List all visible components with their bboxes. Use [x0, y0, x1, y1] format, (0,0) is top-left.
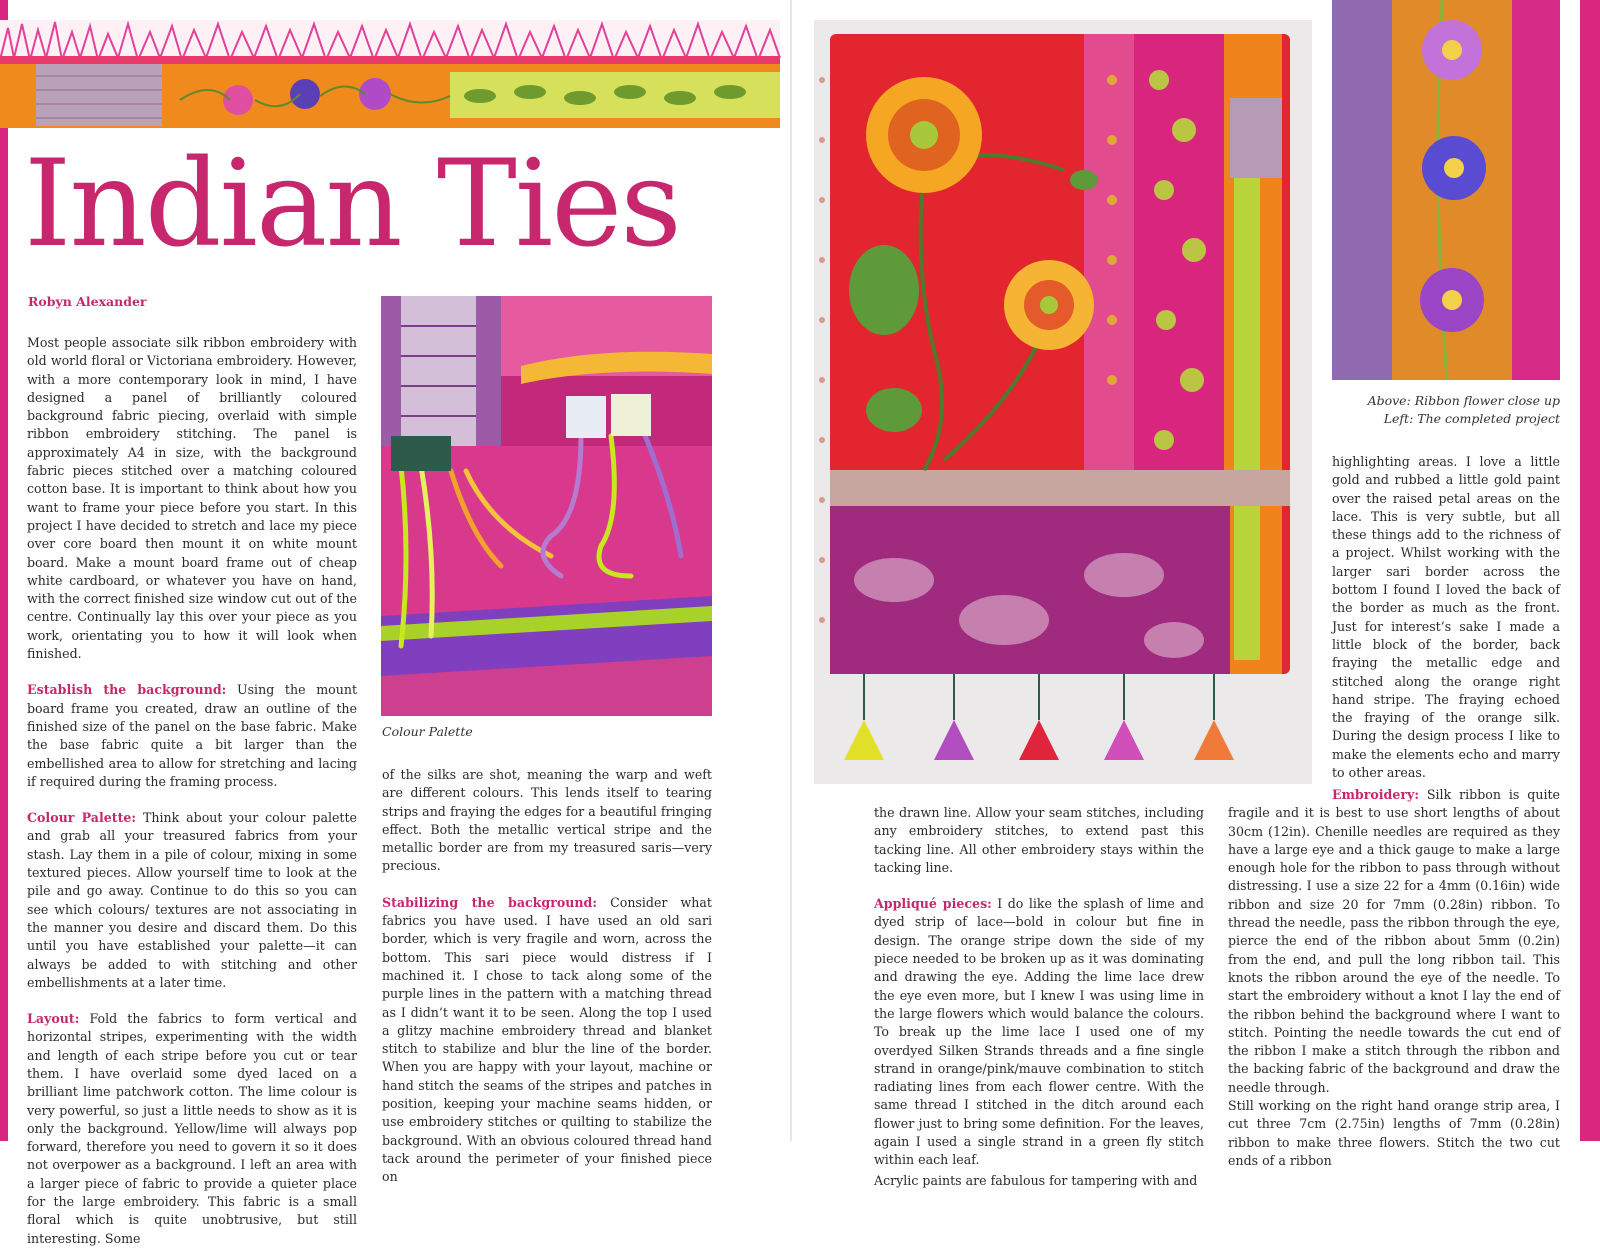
text-column-3 [874, 804, 1204, 1190]
page-spine [790, 0, 792, 1141]
establish-heading: Establish the background: [27, 682, 227, 698]
text-column-4-bottom [1228, 786, 1560, 1170]
drawn-paragraph: the drawn line. Allow your seam stitches, including any embroidery stitches, to extend past this tacking line. All other embroidery stays within the tacking line. [874, 805, 1204, 875]
colour-palette-caption: Colour Palette [382, 724, 473, 739]
caption-left: Left: The completed project [1383, 411, 1560, 426]
stabilize-text: Consider what fabrics you have used. I have used an old sari border, which is very fragile and worn, across the bottom. This sari piece would distress if I machined it. I chose to tack along some of the purple lines in the pattern with a matching thread as I didn’t want it to be seen. Along the top I used a glitzy machine embroidery thread and blanket stitch to stabilize and blur the line of the border. When you are happy with your layout, machine or hand stitch the seams of the stripes and patches in position, keeping your machine seams hidden, or use embroidery stitches or quilting to stabilize the background. With an obvious coloured thread hand tack around the perimeter of your finished piece on [382, 894, 712, 1185]
stabilize-heading: Stabilizing the background: [382, 894, 598, 910]
palette-paragraph [27, 809, 357, 992]
applique-heading: Appliqué pieces: [874, 896, 992, 912]
silks-paragraph: of the silks are shot, meaning the warp and weft are different colours. This lends itself to tearing strips and fraying the edges for a beautiful fringing effect. Both the metallic vertical stripe and the metallic border are from my treasured saris—very precious. [382, 767, 712, 874]
acrylic-paragraph: Acrylic paints are fabulous for tampering with and [874, 1172, 1198, 1188]
applique-text: I do like the splash of lime and dyed strip of lace—bold in colour but fine in design. The orange stripe down the side of my piece needed to be broken up as it was dominating and drawing the eye. Adding the lime lace drew the eye even more, but I knew I was using lime in the large flowers which would balance the colours. To break up the lime lace I used one of my overdyed Silken Strands threads and a fine single strand in orange/pink/mauve combination to stitch radiating lines from each flower centre. With the same thread I stitched in the ditch around each flower just to bring some definition. For the leaves, again I used a single strand in a green fly stitch within each leaf. [874, 896, 1204, 1168]
ribbon-closeup-caption [1332, 392, 1560, 428]
text-column-1 [27, 334, 357, 1248]
intro-paragraph: Most people associate silk ribbon embroidery with old world floral or Victoriana embroidery. However, with a more contemporary look in mind, I have designed a panel of brilliantly coloured background fabric piecing, overlaid with simple ribbon embroidery stitching. The panel is approximately A4 in size, with the background fabric pieces stitched over a matching coloured cotton base. It is important to think about how you want to frame your piece before you start. In this project I have decided to stretch and lace my piece over core board then mount it on white mount board. Make a mount board frame out of cheap white cardboard, or whatever you have on hand, with the correct finished size window cut out of the centre. Continually lay this over your piece as you work, orientating you to how it will look when finished. [27, 335, 357, 662]
embroidery-text: Silk ribbon is quite fragile and it is best to use short lengths of about 30cm (12in). Chenille needles are required as they have a large eye and a thick gauge to make a large enough hole for the ribbon to pass through without distressing. I use a size 22 for a 4mm (0.16in) wide ribbon and size 20 for 7mm (0.28in) ribbon. To thread the needle, pass the ribbon through the eye, pierce the end of the ribbon about 5mm (0.2in) from the end, and pull the long ribbon tail. This knots the ribbon around the eye of the needle. To start the embroidery without a knot I lay the end of the ribbon behind the background where I want to stitch. Pointing the needle towards the cut end of the ribbon I make a stitch through the ribbon and the backing fabric of the background and draw the needle through. [1228, 787, 1560, 1095]
article-author: Robyn Alexander [28, 294, 147, 309]
layout-text: Fold the fabrics to form vertical and horizontal stripes, experimenting with the width and length of each stripe before you cut or tear them. I have overlaid some dyed laced on a brilliant lime patchwork cotton. The lime colour is very powerful, so just a little needs to show as it is only the background. Yellow/lime will always pop forward, therefore you need to govern it so it does not overpower as a background. I left an area with a larger piece of fabric to provide a quieter place for the large embroidery. This fabric is a small floral which is quite unobtrusive, but still interesting. Some [27, 1011, 357, 1246]
completed-project-photo [814, 20, 1312, 784]
ribbon-banner-image [0, 20, 780, 128]
ribbon-closeup-photo [1332, 0, 1560, 380]
palette-heading: Colour Palette: [27, 810, 137, 826]
stabilize-paragraph [382, 894, 712, 1187]
applique-paragraph [874, 895, 1204, 1169]
layout-paragraph [27, 1010, 357, 1248]
text-column-4-top [1332, 453, 1560, 782]
left-page-edge [0, 0, 8, 1141]
highlight-paragraph: highlighting areas. I love a little gold and rubbed a little gold paint over the raised petal areas on the lace. This is very subtle, but all these things add to the richness of a project. Whilst working with the larger sari border across the bottom I found I loved the back of the border as much as the front. Just for interest’s sake I made a little block of the border, back fraying the metallic edge and stitched along the orange right hand stripe. The fraying echoed the fraying of the orange silk. During the design process I like to make the elements echo and marry to other areas. [1332, 454, 1560, 781]
orange-strip-paragraph: Still working on the right hand orange strip area, I cut three 7cm (2.75in) lengths of 7mm (0.28in) ribbon to make three flowers. Stitch the two cut ends of a ribbon [1228, 1098, 1560, 1168]
article-title: Indian Ties [24, 135, 680, 274]
embroidery-heading: Embroidery: [1332, 787, 1419, 802]
establish-text: Using the mount board frame you created, draw an outline of the finished size of the panel on the base fabric. Make the base fabric quite a bit larger than the embellished area to allow for stretching and lacing if required during the framing process. [27, 682, 358, 789]
caption-above: Above: Ribbon flower close up [1367, 393, 1560, 408]
layout-heading: Layout: [27, 1011, 80, 1027]
establish-paragraph [27, 681, 357, 791]
text-column-2 [382, 766, 712, 1187]
embroidery-paragraph [1228, 786, 1560, 1097]
colour-palette-photo [381, 296, 712, 716]
right-page-edge [1580, 0, 1600, 1141]
palette-text: Think about your colour palette and grab all your treasured fabrics from your stash. Lay them in a pile of colour, mixing in some textured pieces. Allow yourself time to look at the pile and go away. Continue to do this so you can see which colours/ textures are not associating in the manner you desire and discard them. Do this until you have established your palette—it can always be added to with stitching and other embellishments at a later time. [27, 810, 358, 990]
